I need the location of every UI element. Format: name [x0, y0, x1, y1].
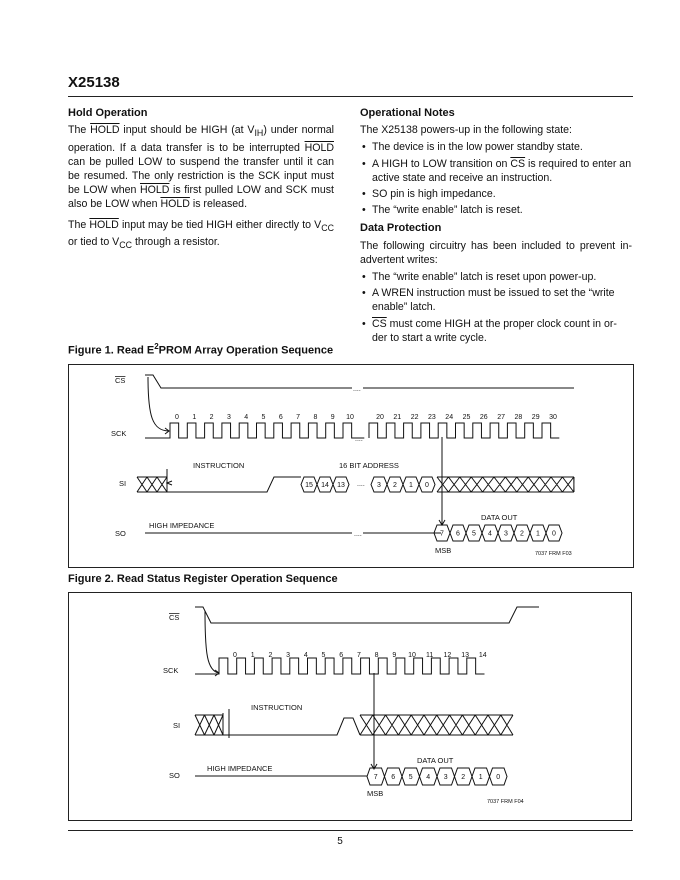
si-dontcare-right	[360, 715, 513, 735]
clock-number: 10	[346, 414, 354, 421]
break-dots: ....	[355, 436, 363, 443]
clock-numbers-b	[376, 414, 557, 421]
data-bit-label: 7	[440, 530, 444, 538]
cs-arrow	[148, 377, 169, 431]
dontcare-pattern	[437, 477, 574, 492]
dontcare-pattern	[137, 477, 167, 492]
clock-number: 6	[339, 652, 344, 659]
si-dontcare-right	[437, 477, 574, 492]
so-data-bits	[367, 768, 507, 785]
data-bit-label: 4	[426, 774, 431, 782]
address-label: 16 BIT ADDRESS	[339, 461, 399, 470]
data-bit-label: 3	[443, 774, 448, 782]
sck-waveform	[145, 423, 559, 438]
data-bit-label: 7	[373, 774, 378, 782]
clock-numbers-a	[175, 414, 354, 421]
instruction-label: INSTRUCTION	[251, 703, 303, 712]
instruction-label: INSTRUCTION	[193, 461, 245, 470]
clock-number: 14	[478, 652, 487, 659]
address-bit-label: 14	[321, 482, 329, 490]
break-dots: ....	[354, 531, 362, 538]
clock-number: 30	[549, 414, 557, 421]
hold-paragraph-2: The HOLD input may be tied HIGH either directly to $V_{CC}$ or tied to $V_{CC}$ through a resistor.	[68, 218, 335, 250]
address-bit-label: 3	[377, 482, 381, 490]
clock-number: 9	[330, 414, 335, 421]
si-dontcare-left	[195, 715, 223, 735]
figure-2-diagram	[69, 593, 631, 820]
address-bit-label: 0	[425, 482, 429, 490]
si-dontcare-left	[137, 477, 167, 492]
address-bit-label: 15	[305, 482, 313, 490]
clock-number: 27	[497, 414, 505, 421]
figure-code: 7037 FRM F03	[535, 551, 572, 557]
clock-number: 3	[226, 414, 231, 421]
data-bit-label: 6	[456, 530, 460, 538]
clock-number: 29	[531, 414, 540, 421]
clock-number: 2	[209, 414, 214, 421]
data-out-label: DATA OUT	[417, 756, 454, 765]
data-protection-heading: Data Protection	[360, 222, 442, 235]
address-bits	[301, 477, 435, 492]
data-bit-label: 5	[408, 774, 413, 782]
clock-number: 0	[233, 652, 237, 659]
clock-number: 3	[286, 652, 291, 659]
sck-label: SCK	[111, 429, 127, 438]
clock-number: 1	[192, 414, 197, 421]
si-instruction-waveform	[223, 713, 360, 735]
data-bit-label: 1	[478, 774, 483, 782]
list-item: • A WREN instruction must be issued to set the “write enable” latch.	[360, 286, 632, 314]
clock-number: 11	[426, 652, 434, 659]
data-protection-intro: The following circuitry has been included to prevent in-advertent writes:	[360, 239, 632, 266]
hold-operation-heading: Hold Operation	[68, 107, 148, 119]
data-out-label: DATA OUT	[481, 513, 518, 522]
address-bit-label: 1	[409, 482, 413, 490]
header-rule	[68, 96, 633, 97]
si-label: SI	[173, 721, 181, 730]
address-bit-label: 2	[393, 482, 397, 490]
cs-label: CS	[115, 376, 126, 385]
clock-number: 7	[356, 652, 361, 659]
cs-waveform	[145, 375, 352, 388]
clock-number: 7	[296, 414, 301, 421]
clock-number: 12	[443, 652, 452, 659]
clock-number: 8	[374, 652, 379, 659]
break-dots: ....	[353, 386, 361, 393]
data-bit-label: 0	[496, 774, 501, 782]
clock-number: 23	[428, 414, 436, 421]
so-label: SO	[115, 529, 126, 538]
clock-number: 5	[261, 414, 266, 421]
list-item: • The “write enable” latch is reset upon power-up.	[360, 270, 632, 284]
clock-number: 6	[278, 414, 283, 421]
sck-waveform	[195, 658, 485, 674]
clock-number: 24	[445, 414, 454, 421]
clock-number: 2	[268, 652, 273, 659]
clock-number: 1	[250, 652, 255, 659]
cs-arrowhead	[215, 670, 219, 676]
data-bit-label: 4	[488, 530, 492, 538]
clock-number: 8	[313, 414, 318, 421]
clock-number: 9	[392, 652, 397, 659]
msb-label: MSB	[435, 546, 452, 555]
data-bit-label: 5	[472, 530, 476, 538]
clock-number: 4	[244, 414, 249, 421]
high-impedance-label: HIGH IMPEDANCE	[149, 521, 215, 530]
clock-number: 25	[462, 414, 471, 421]
clock-number: 26	[479, 414, 488, 421]
figure-1-diagram	[69, 365, 633, 567]
si-instruction-waveform	[167, 473, 301, 492]
figure-1-caption: Figure 1. Read $E^2PROM$ Array Operation Sequence	[68, 342, 334, 357]
operational-notes-list	[360, 140, 632, 217]
right-column	[360, 106, 632, 349]
clock-number: 21	[393, 414, 402, 421]
si-arrowhead	[167, 481, 172, 485]
footer-rule	[68, 830, 633, 831]
address-bit-label: 13	[337, 482, 345, 490]
data-protection-list	[360, 270, 632, 345]
cs-waveform	[195, 607, 539, 623]
clock-number: 28	[514, 414, 523, 421]
so-label: SO	[169, 771, 180, 780]
data-bit-label: 0	[552, 530, 556, 538]
page-number: 5	[337, 836, 343, 847]
list-item: • $\overline{CS}$ must come HIGH at the proper clock count in or-der to start a write cycle.	[360, 317, 632, 345]
clock-number: 4	[303, 652, 308, 659]
list-item: • A HIGH to LOW transition on $\overline{CS}$ is required to enter an active state and receive an instruction.	[360, 157, 632, 185]
cs-arrow	[205, 611, 219, 673]
data-bit-label: 1	[536, 530, 540, 538]
list-item: • The device is in the low power standby state.	[360, 140, 632, 154]
dontcare-pattern	[360, 715, 513, 735]
si-label: SI	[119, 479, 127, 488]
hold-paragraph-1: The HOLD input should be HIGH (at $V_{IH}$) under normal operation. If a data transfer is to be interrupted HOLD can be pulled LOW to suspend the transfer until it can be resumed. The only restriction is the SCK input must be LOW when HOLD is first pulled LOW and SCK must also be LOW when HOLD is released.	[68, 124, 335, 211]
left-column	[68, 106, 334, 258]
clock-number: 13	[461, 652, 469, 659]
figure-1-box	[68, 364, 634, 568]
list-item: • The “write enable” latch is reset.	[360, 203, 632, 217]
clock-number: 5	[321, 652, 326, 659]
clock-number: 20	[376, 414, 384, 421]
operational-intro: The X25138 powers-up in the following state:	[360, 124, 573, 137]
document-title: X25138	[68, 74, 120, 91]
msb-label: MSB	[367, 789, 384, 798]
clock-number: 10	[408, 652, 416, 659]
so-data-bits	[434, 525, 562, 541]
data-bit-label: 3	[504, 530, 508, 538]
sck-label: SCK	[163, 666, 179, 675]
figure-code: 7037 FRM F04	[487, 799, 524, 805]
figure-2-box	[68, 592, 632, 821]
cs-label: CS	[169, 613, 180, 622]
high-impedance-label: HIGH IMPEDANCE	[207, 764, 273, 773]
list-item: • SO pin is high impedance.	[360, 187, 632, 201]
data-bit-label: 2	[461, 774, 466, 782]
data-bit-label: 6	[391, 774, 396, 782]
clock-number: 0	[175, 414, 179, 421]
clock-numbers	[233, 652, 487, 659]
figure-2-caption: Figure 2. Read Status Register Operation Sequence	[68, 573, 338, 585]
dontcare-pattern	[195, 715, 223, 735]
clock-number: 22	[410, 414, 419, 421]
break-dots: ....	[357, 481, 365, 488]
operational-notes-heading: Operational Notes	[360, 107, 455, 119]
data-bit-label: 2	[520, 530, 524, 538]
